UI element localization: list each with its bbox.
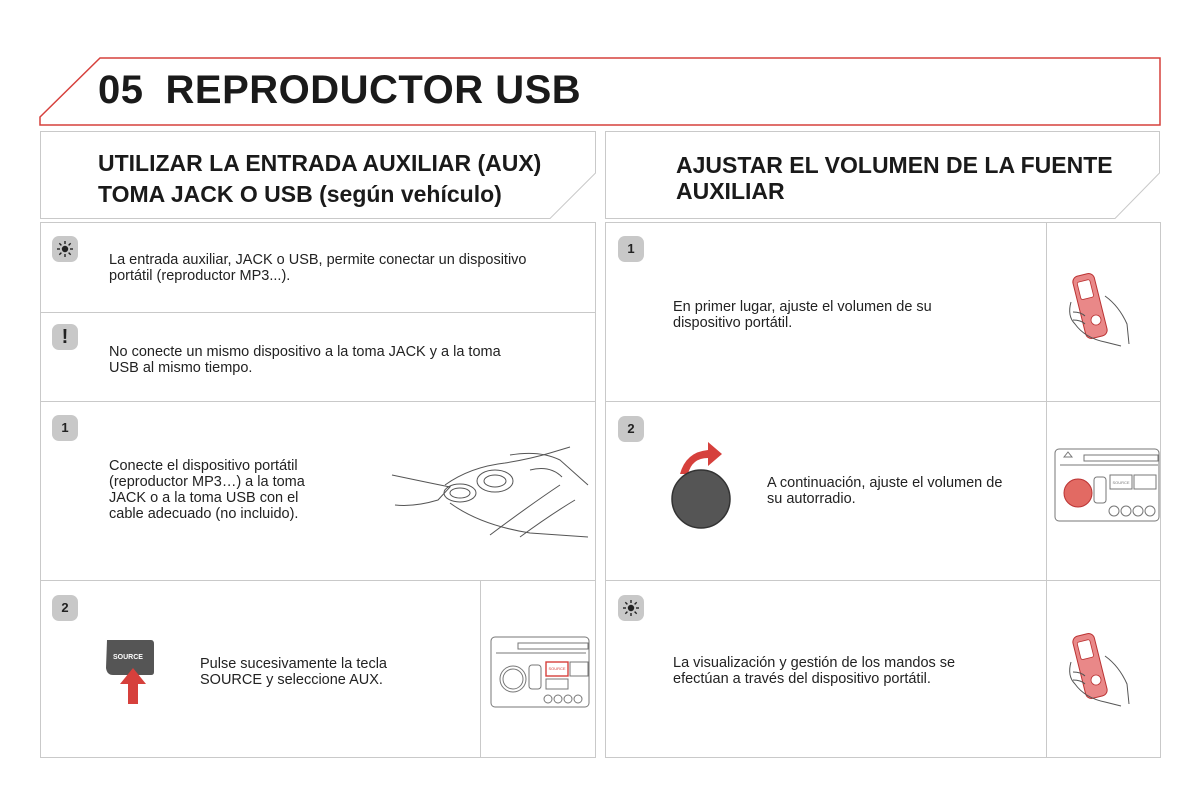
text-line: efectúan a través del dispositivo portátil. [673,671,931,687]
right-tip-text [673,655,955,687]
text-line: USB al mismo tiempo. [109,360,253,376]
text-line: No conecte un mismo dispositivo a la toma JACK y a la toma [109,344,501,360]
text-line: En primer lugar, ajuste el volumen de su [673,299,932,315]
divider [40,580,596,581]
radio-source-label: SOURCE [548,666,566,671]
text-line: dispositivo portátil. [673,315,793,331]
portable-player-in-hand-illustration [1065,628,1135,708]
tip-badge [52,236,78,262]
text-line: portátil (reproductor MP3...). [109,268,291,284]
divider [480,580,481,758]
divider [40,312,596,313]
left-title-line-1: UTILIZAR LA ENTRADA AUXILIAR (AUX) [98,150,542,176]
radio-unit-volume-illustration [1054,447,1160,525]
portable-player-in-hand-illustration [1065,268,1135,348]
right-step2-text [767,475,1002,507]
radio-unit-illustration [490,635,590,710]
sun-tip-icon [621,598,641,618]
text-line: Conecte el dispositivo portátil [109,458,298,474]
right-step1-text [673,299,932,331]
step1-text [109,458,305,522]
step-badge: 2 [618,416,644,442]
tip-text [109,252,527,284]
step-badge: 1 [52,415,78,441]
divider [40,401,596,402]
sun-tip-icon [55,239,75,259]
left-section-title [98,148,541,210]
right-title-line-2: AUXILIAR [676,178,785,204]
text-line: cable adecuado (no incluido). [109,506,299,522]
radio-source-label: SOURCE [1112,480,1130,485]
text-line: JACK o a la toma USB con el [109,490,299,506]
right-title-line-1: AJUSTAR EL VOLUMEN DE LA FUENTE [676,152,1113,178]
jack-usb-socket-illustration [390,445,590,540]
volume-knob-icon [670,468,732,530]
text-line: A continuación, ajuste el volumen de [767,475,1003,491]
divider [605,401,1161,402]
text-line: Pulse sucesivamente la tecla [200,656,387,672]
text-line: La visualización y gestión de los mandos se [673,655,956,671]
left-title-line-2: TOMA JACK O USB (según vehículo) [98,181,502,207]
page-title [98,68,581,113]
divider [605,580,1161,581]
chapter-title: REPRODUCTOR USB [165,68,582,112]
text-line: (reproductor MP3…) a la toma [109,474,305,490]
source-button-label: SOURCE [113,654,143,661]
step-badge: 1 [618,236,644,262]
warning-text [109,344,501,376]
text-line: La entrada auxiliar, JACK o USB, permite conectar un dispositivo [109,252,527,268]
text-line: su autorradio. [767,491,856,507]
tip-badge [618,595,644,621]
exclamation-icon: ! [52,324,78,350]
divider [1046,222,1047,758]
step2-text [200,656,387,688]
arrow-up-icon [118,666,148,706]
step-badge: 2 [52,595,78,621]
right-section-title [676,152,1113,204]
text-line: SOURCE y seleccione AUX. [200,672,383,688]
chapter-number: 05 [98,68,144,112]
